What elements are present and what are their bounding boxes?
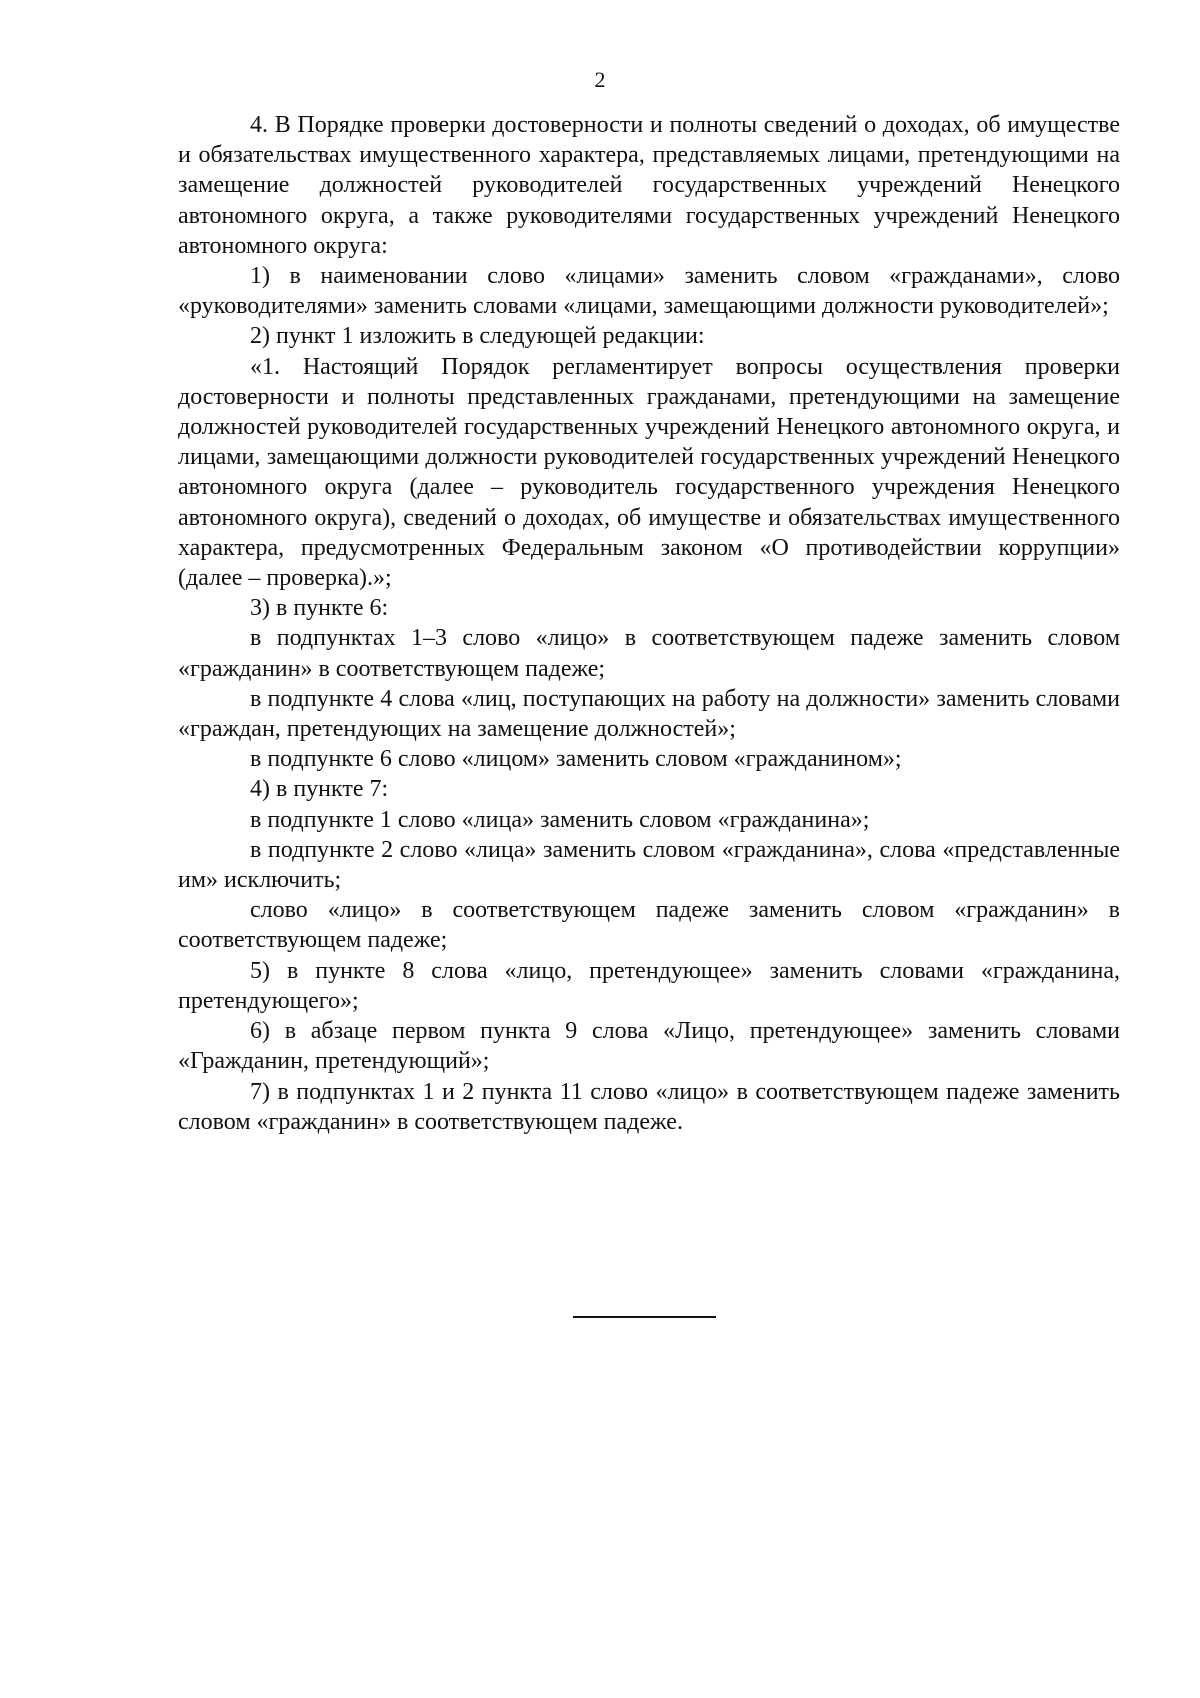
paragraph-subitem-3-clause-1: в подпунктах 1–3 слово «лицо» в соответствующем падеже заменить словом «гражданин» в соответствующем падеже; (178, 625, 1120, 682)
paragraph-item-4: 4. В Порядке проверки достоверности и полноты сведений о доходах, об имуществе и обязательствах имущественного характера, представляемых лицами, претендующими на замещение должностей руководителей государственных учреждений Ненецкого автономного округа, а также руководителями государственных учреждений Ненецкого автономного округа: (178, 112, 1120, 259)
paragraph-subitem-4-clause-1: в подпункте 1 слово «лица» заменить словом «гражданина»; (250, 806, 870, 833)
paragraph-subitem-4-clause-3: слово «лицо» в соответствующем падеже заменить словом «гражданин» в соответствующем падеже; (178, 897, 1120, 954)
paragraph-subitem-4: 4) в пункте 7: (250, 776, 389, 803)
paragraph-subitem-3: 3) в пункте 6: (250, 595, 389, 622)
page-number: 2 (594, 67, 606, 92)
paragraph-subitem-7: 7) в подпунктах 1 и 2 пункта 11 слово «лицо» в соответствующем падеже заменить словом «гражданин» в соответствующем падеже. (178, 1078, 1120, 1135)
document-body (178, 110, 1120, 1137)
paragraph-subitem-1: 1) в наименовании слово «лицами» заменить словом «гражданами», слово «руководителями» заменить словами «лицами, замещающими должности руководителей»; (178, 263, 1120, 320)
paragraph-subitem-2: 2) пункт 1 изложить в следующей редакции: (250, 323, 705, 350)
paragraph-subitem-3-clause-2: в подпункте 4 слова «лиц, поступающих на работу на должности» заменить словами «граждан, претендующих на замещение должностей»; (178, 685, 1120, 743)
paragraph-subitem-3-clause-3: в подпункте 6 слово «лицом» заменить словом «гражданином»; (250, 746, 902, 773)
end-divider (573, 1316, 716, 1318)
paragraph-subitem-5: 5) в пункте 8 слова «лицо, претендующее» заменить словами «гражданина, претендующего»; (178, 957, 1120, 1014)
paragraph-subitem-4-clause-2: в подпункте 2 слово «лица» заменить словом «гражданина», слова «представленные им» исключить; (178, 836, 1120, 894)
quoted-new-wording: «1. Настоящий Порядок регламентирует вопросы осуществления проверки достоверности и полноты представленных гражданами, претендующими на замещение должностей руководителей государственных учреждений Ненецкого автономного округа, и лицами, замещающими должности руководителей государственных учреждений Ненецкого автономного округа (далее – руководитель государственного учреждения Ненецкого автономного округа), сведений о доходах, об имуществе и обязательствах имущественного характера, предусмотренных Федеральным законом «О противодействии коррупции» (далее – проверка).»; (178, 353, 1120, 592)
paragraph-subitem-6: 6) в абзаце первом пункта 9 слова «Лицо, претендующее» заменить словами «Гражданин, претендующий»; (178, 1018, 1120, 1075)
